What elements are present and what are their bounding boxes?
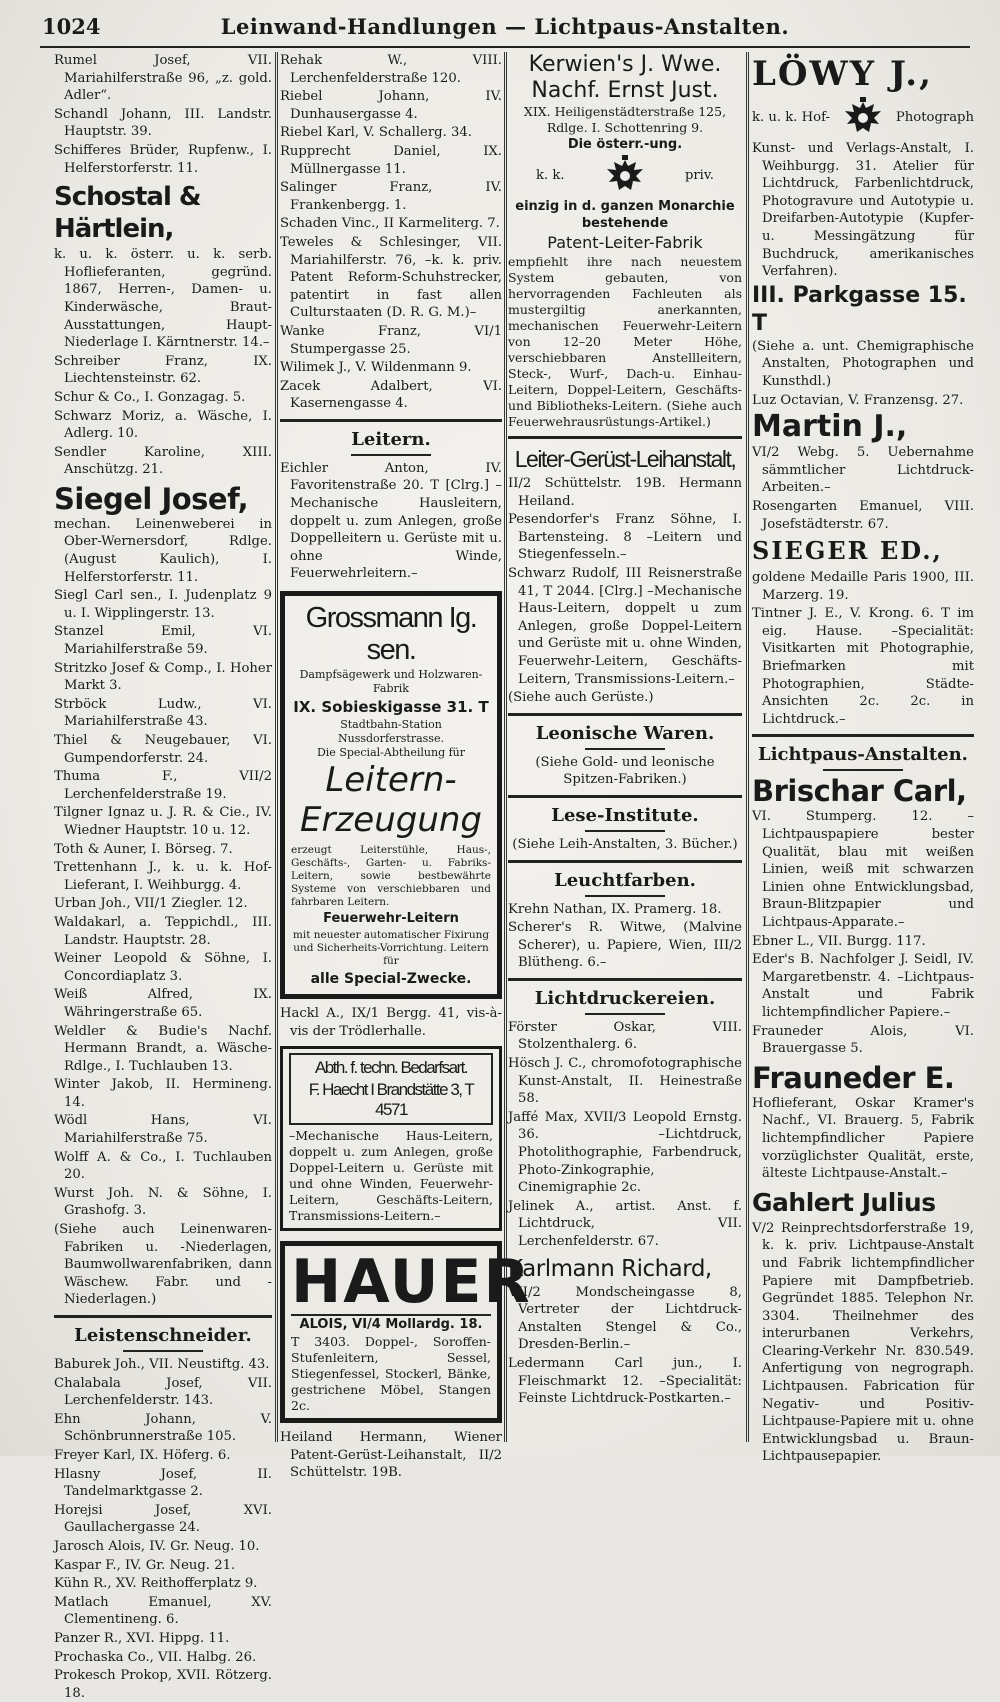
directory-entry: Baburek Joh., VII. Neustiftg. 43.	[54, 1357, 270, 1372]
ad-address: XIX. Heiligenstädterstraße 125, Rdlge. I. Schottenring 9.	[523, 104, 727, 135]
section-title: Leonische Waren.	[508, 722, 742, 750]
directory-entry: Wurst Joh. N. & Söhne, I. Grashofg. 3.	[54, 1185, 272, 1219]
directory-entry: Rumel Josef, VII. Mariahilferstraße 96, „z. gold. Adler“.	[54, 53, 272, 104]
directory-entry: Ledermann Carl jun., I. Fleischmarkt 12. –Specialität: Feinste Lichtdruck-Postkarten.–	[508, 1355, 742, 1407]
directory-entry: Hlasny Josef, II. Tandelmarktgasse 2.	[54, 1466, 272, 1500]
directory-entry: VI. Stumperg. 12. –Lichtpauspapiere bester Qualität, blau mit weißen Linien, weiß mit schwarzen Linien ohne Entwicklungsbad, Braun-Blitzpapier und Lichtpaus-Apparate.–	[752, 809, 974, 930]
haecht-advertisement	[280, 1046, 502, 1231]
address-heading: III. Parkgasse 15. T	[752, 282, 967, 336]
listing-heading: Gahlert Julius	[752, 1187, 936, 1217]
entry-list	[508, 1284, 742, 1408]
directory-entry: Jaffé Max, XVII/3 Leopold Ernstg. 36. –Lichtdruck, Photolithographie, Farbendruck, Photo-Zinkographie, Cinemigraphie 2c.	[508, 1109, 742, 1196]
ad-feuerwehr: Feuerwehr-Leitern	[323, 911, 459, 927]
directory-entry: VII/2 Mondscheingasse 8, Vertreter der Lichtdruck-Anstalten Stengel & Co., Dresden-Berlin.–	[508, 1284, 742, 1353]
directory-entry: Schwarz Rudolf, III Reisnerstraße 41, T 2044. [Clrg.] –Mechanische Haus-Leitern, doppelt u zum Anlegen, große Doppel-Leitern und Gerüste mit u. ohne Winden, Feuerwehr-Leitern, Geschäfts-Leitern, Transmissions-Leitern.–	[508, 565, 742, 687]
directory-entry: Schreiber Franz, IX. Liechtensteinstr. 62.	[54, 353, 272, 387]
kerwien-advertisement	[508, 52, 742, 430]
directory-entry: VI/2 Webg. 5. Uebernahme sämmtlicher Lichtdruck-Arbeiten.–	[752, 445, 974, 496]
ad-description: T 3403. Doppel-, Soroffen-Stufenleitern, Sessel, Stiegenfessel, Stockerl, Bänke, gestrichene Möbel, Stangen 2c.	[291, 1334, 491, 1414]
ad-priv: priv.	[684, 168, 714, 184]
directory-entry: Riebel Johann, IV. Dunhausergasse 4.	[280, 89, 502, 122]
ad-leitern: Leitern-	[325, 760, 457, 801]
section-title: Lichtdruckereien.	[508, 987, 742, 1015]
directory-entry: Hoflieferant, Oskar Kramer's Nachf., VI. Brauerg. 5, Fabrik lichtempfindlicher Papiere vorzüglichster Qualität, erste, älteste Lichtpause-Anstalt.–	[752, 1095, 974, 1182]
ad-tag: Die österr.-ung.	[567, 137, 683, 152]
entry-list	[752, 338, 974, 409]
directory-entry: Thiel & Neugebauer, VI. Gumpendorferstr. 24.	[54, 733, 272, 766]
page-number: 1024	[42, 14, 101, 39]
ad-address: IX. Sobieskigasse 31. T	[293, 698, 489, 717]
directory-entry: k. u. k. österr. u. k. serb. Hoflieferanten, gegründ. 1867, Herren-, Damen- u. Kinderwäsche, Braut-Ausstattungen, Haupt-Niederlage I. Kärntnerstr. 14.–	[54, 247, 272, 351]
directory-entry: Thuma F., VII/2 Lerchenfelderstraße 19.	[54, 769, 272, 802]
directory-entry: Tintner J. E., V. Krong. 6. T im eig. Hause. –Specialität: Visitkarten mit Photographie, Briefmarken mit Photographien, Städte-Ansichten 2c. 2c. in Lichtdruck.–	[752, 606, 974, 727]
running-title: Leinwand-Handlungen — Lichtpaus-Anstalten.	[220, 14, 790, 39]
directory-entry: Ebner L., VII. Burgg. 117.	[752, 933, 926, 949]
entry-list	[752, 808, 974, 1057]
listing-heading: LÖWY J.,	[752, 54, 933, 94]
listing-heading: Frauneder E.	[752, 1060, 955, 1095]
section-title: Leuchtfarben.	[508, 869, 742, 897]
entry-list	[752, 444, 974, 533]
directory-entry: Kühn R., XV. Reithofferplatz 9.	[54, 1576, 258, 1592]
hauer-advertisement	[280, 1241, 532, 1423]
column-divider	[746, 52, 749, 1442]
separator	[280, 419, 502, 422]
directory-entry: Waldakarl, a. Teppichdl., III. Landstr. Hauptstr. 28.	[54, 914, 272, 948]
directory-entry: Kaspar F., IV. Gr. Neug. 21.	[54, 1557, 236, 1573]
directory-entry: Schur & Co., I. Gonzagag. 5.	[54, 389, 246, 405]
directory-entry: Weiner Leopold & Söhne, I. Concordiaplatz 3.	[54, 951, 272, 984]
entry-list	[54, 516, 272, 1309]
directory-entry: Strböck Ludw., VI. Mariahilferstraße 43.	[54, 696, 272, 730]
directory-entry: Scherer's R. Witwe, (Malvine Scherer), u. Papiere, Wien, III/2 Blütheng. 6.–	[508, 920, 742, 971]
photograph-label: Photograph	[895, 110, 974, 126]
ad-station: Stadtbahn-Station Nussdorferstrasse.	[338, 718, 444, 746]
directory-entry: Eder's B. Nachfolger J. Seidl, IV. Margaretbenstr. 4. –Lichtpaus-Anstalt und Fabrik lichtempfindlicher Papiere.–	[752, 952, 974, 1020]
entry-list	[508, 475, 742, 707]
directory-entry: mechan. Leinenweberei in Ober-Wernersdorf, Rdlge. (August Kaulich), I. Helferstorferstr. 11.	[54, 516, 272, 585]
hof-label: k. u. k. Hof-	[752, 110, 830, 126]
directory-entry: II/2 Schüttelstr. 19B. Hermann Heiland.	[508, 476, 742, 509]
double-eagle-icon	[603, 154, 647, 198]
listing-heading: Siegel Josef,	[54, 481, 249, 516]
ad-subtitle: Dampfsägewerk und Holzwaren-Fabrik	[299, 668, 483, 696]
directory-entry: Freyer Karl, IX. Höferg. 6.	[54, 1447, 231, 1463]
grossmann-advertisement	[280, 591, 502, 999]
section-note: (Siehe Gold- und leonische Spitzen-Fabriken.)	[535, 754, 715, 788]
directory-entry: Wanke Franz, VI/1 Stumpergasse 25.	[280, 323, 502, 357]
directory-entry: Stanzel Emil, VI. Mariahilferstraße 59.	[54, 624, 272, 658]
directory-entry: Tilgner Ignaz u. J. R. & Cie., IV. Wiedner Hauptstr. 10 u. 12.	[54, 805, 272, 838]
directory-entry: Eichler Anton, IV. Favoritenstraße 20. T [Clrg.] –Mechanische Hausleitern, doppelt u. zum Anlegen, große Doppelleitern u. Gerüste mit u. ohne Winde, Feuerwehrleitern.–	[280, 460, 502, 582]
directory-entry: Krehn Nathan, IX. Pramerg. 18.	[508, 901, 722, 917]
directory-entry: Kunst- und Verlags-Anstalt, I. Weihburgg. 31. Atelier für Lichtdruck, Farbenlichtdruck, Photogravure und Autotypie u. Dreifarben-Autotypie (Kupfer- u. Messingätzung für Buchdruck, amerikanisches Verfahren).	[752, 141, 974, 280]
directory-entry: Prokesch Prokop, XVII. Rötzerg. 18.	[54, 1668, 272, 1701]
column-1	[54, 52, 272, 1701]
directory-entry: Schwarz Moriz, a. Wäsche, I. Adlerg. 10.	[54, 408, 272, 442]
directory-entry: Förster Oskar, VIII. Stolzenthalerg. 6.	[508, 1019, 742, 1053]
directory-entry: Urban Joh., VII/1 Ziegler. 12.	[54, 896, 248, 912]
directory-entry: Heiland Hermann, Wiener Patent-Gerüst-Leihanstalt, II/2 Schüttelstr. 19B.	[280, 1430, 502, 1481]
directory-entry: Frauneder Alois, VI. Brauergasse 5.	[752, 1023, 974, 1057]
directory-entry: (Siehe auch Gerüste.)	[508, 690, 654, 706]
section-title: Lese-Institute.	[508, 804, 742, 832]
ad-line: ALOIS, VI/4 Mollardg. 18.	[299, 1317, 483, 1333]
separator	[508, 860, 742, 863]
directory-entry: Chalabala Josef, VII. Lerchenfelderstr. 143.	[54, 1375, 272, 1409]
entry-list	[280, 1429, 502, 1482]
ad-name: HAUER	[291, 1247, 532, 1318]
separator	[508, 978, 742, 981]
ad-special: alle Special-Zwecke.	[310, 971, 472, 988]
listing-heading: Brischar Carl,	[752, 774, 967, 809]
directory-entry: Hösch J. C., chromofotographische Kunst-Anstalt, II. Heinestraße 58.	[508, 1056, 742, 1107]
entry-list	[54, 246, 272, 479]
directory-entry: goldene Medaille Paris 1900, III. Marzerg. 19.	[752, 570, 974, 603]
directory-entry: Schaden Vinc., II Karmeliterg. 7.	[280, 216, 500, 232]
directory-entry: V/2 Reinprechtsdorferstraße 19, k. k. priv. Lichtpause-Anstalt und Fabrik lichtempfindlicher Papiere mit Dampfbetrieb. Gegründet 1885. Telephon Nr. 3304. Theilnehmer des interurbanen Verkehrs, Clearing-Verkehr Nr. 830.549. Anfertigung von negrograph. Lichtpausen. Fabrication für Negativ- und Positiv-Lichtpause-Papiere mit u. ohne Entwicklungsbad u. Braun-Lichtpausepapier.	[752, 1220, 974, 1465]
separator	[508, 713, 742, 716]
entry-list	[752, 1220, 974, 1466]
entry-list	[54, 52, 272, 177]
hof-row	[752, 96, 974, 140]
directory-entry: Jarosch Alois, IV. Gr. Neug. 10.	[54, 1538, 260, 1554]
entry-list	[280, 1005, 502, 1040]
section-title: Leitern.	[280, 428, 502, 456]
directory-entry: Hackl A., IX/1 Bergg. 41, vis-à-vis der Trödlerhalle.	[280, 1006, 502, 1039]
ad-name: Grossmann Ig. sen.	[305, 602, 477, 667]
separator	[508, 436, 742, 439]
directory-entry: Wolff A. & Co., I. Tuchlauben 20.	[54, 1149, 272, 1183]
directory-entry: Winter Jakob, II. Hermineng. 14.	[54, 1077, 272, 1110]
separator	[508, 795, 742, 798]
section-title: Leistenschneider.	[54, 1324, 272, 1352]
double-eagle-icon	[841, 96, 885, 140]
entry-list	[752, 140, 974, 281]
directory-entry: Ehn Johann, V. Schönbrunnerstraße 105.	[54, 1411, 272, 1445]
listing-heading: SIEGER ED.,	[752, 536, 943, 566]
column-4	[752, 52, 974, 1465]
listing-heading: Martin J.,	[752, 409, 908, 445]
ad-fabrik: Patent-Leiter-Fabrik	[547, 233, 703, 252]
column-2	[280, 52, 532, 1481]
directory-entry: Schifferes Brüder, Rupfenw., I. Helferstorferstr. 11.	[54, 142, 272, 176]
directory-entry: Jelinek A., artist. Anst. f. Lichtdruck, VII. Lerchenfelderstr. 67.	[508, 1198, 742, 1249]
entry-list	[752, 1095, 974, 1183]
directory-entry: Salinger Franz, IV. Frankenbergg. 1.	[280, 180, 502, 213]
leiter-geruest-heading: Leiter-Gerüst-Leihanstalt,	[514, 446, 736, 472]
ad-line2: F. Haecht I Brandstätte 3, T 4571	[308, 1080, 474, 1120]
page-header	[40, 10, 970, 48]
directory-entry: Sendler Karoline, XIII. Anschützg. 21.	[54, 444, 272, 478]
directory-entry: Rupprecht Daniel, IX. Müllnergasse 11.	[280, 143, 502, 177]
directory-entry: Rosengarten Emanuel, VIII. Josefstädterstr. 67.	[752, 498, 974, 532]
ad-only: einzig in d. ganzen Monarchie bestehende	[515, 199, 735, 231]
directory-entry: Schandl Johann, III. Landstr. Hauptstr. 39.	[54, 106, 272, 140]
column-divider	[504, 52, 507, 1442]
separator	[54, 1315, 272, 1318]
ad-line2: Nachf. Ernst Just.	[531, 78, 719, 103]
ad-emblem-row	[508, 154, 742, 198]
directory-entry: Luz Octavian, V. Franzensg. 27.	[752, 392, 964, 408]
directory-entry: Wilimek J., V. Wildenmann 9.	[280, 360, 472, 376]
directory-entry: Weldler & Budie's Nachf. Hermann Brandt, a. Wäsche-Rdlge., I. Tuchlauben 13.	[54, 1023, 272, 1074]
directory-entry: Horejsi Josef, XVI. Gaullachergasse 24.	[54, 1502, 272, 1536]
directory-entry: Zacek Adalbert, VI. Kasernengasse 4.	[280, 378, 502, 412]
entry-list	[54, 1356, 272, 1702]
column-3	[508, 52, 742, 1442]
ad-description: –Mechanische Haus-Leitern, doppelt u. zum Anlegen, große Doppel-Leitern u. Gerüste mit und ohne Winden, Feuerwehr-Leitern, Geschäfts-Leitern, Transmissions-Leitern.–	[289, 1128, 493, 1224]
directory-entry: (Siehe auch Leinenwaren-Fabriken u. -Niederlagen, Baumwollwarenfabriken, dann Wäschew. Fabr. und -Niederlagen.)	[54, 1222, 272, 1308]
entry-list	[280, 52, 502, 413]
directory-entry: (Siehe a. unt. Chemigraphische Anstalten, Photographen und Kunsthdl.)	[752, 338, 974, 389]
directory-entry: Siegl Carl sen., I. Judenplatz 9 u. I. Wipplingerstr. 13.	[54, 588, 272, 621]
directory-entry: Riebel Karl, V. Schallerg. 34.	[280, 125, 472, 141]
directory-entry: Trettenhann J., k. u. k. Hof-Lieferant, I. Weihburgg. 4.	[54, 860, 272, 893]
separator	[752, 734, 974, 737]
directory-entry: Pesendorfer's Franz Söhne, I. Bartensteing. 8 –Leitern und Stiegenfesseln.–	[508, 512, 742, 563]
ad-description: empfiehlt ihre nach neuestem System gebauten, von hervorragenden Fachleuten als mustergiltig anerkannten, mechanischen Feuerwehr-Leitern von 12–20 Meter Höhe, verschiebbaren Anstellleitern, Steck-, Wurf-, Dach-u. Einhau-Leitern, Doppel-Leitern, Geschäfts- und Bibliotheks-Leitern. (Siehe auch Feuerwehrausrüstungs-Artikel.)	[508, 254, 742, 429]
listing-heading: Karlmann Richard,	[508, 1255, 712, 1282]
directory-entry: Prochaska Co., VII. Halbg. 26.	[54, 1649, 257, 1665]
directory-entry: Weiß Alfred, IX. Währingerstraße 65.	[54, 987, 272, 1020]
ad-description: erzeugt Leiterstühle, Haus-, Geschäfts-, Garten- u. Fabriks-Leitern, sowie bestbewährte Systeme von verschiebbaren und fahrbaren Leitern.	[291, 844, 491, 909]
ad-erzeugung: Erzeugung	[299, 800, 483, 841]
directory-entry: Matlach Emanuel, XV. Clementineng. 6.	[54, 1594, 272, 1628]
column-divider	[275, 52, 278, 1442]
entry-list	[508, 901, 742, 972]
directory-entry: Rehak W., VIII. Lerchenfelderstraße 120.	[280, 53, 502, 86]
entry-list	[508, 1019, 742, 1251]
ad-frame	[289, 1053, 493, 1125]
directory-entry: Wödl Hans, VI. Mariahilferstraße 75.	[54, 1113, 272, 1147]
ad-department: Die Special-Abtheilung für	[316, 746, 466, 760]
ad-kk: k. k.	[536, 168, 565, 184]
ad-line1: Abth. f. techn. Bedarfsart.	[314, 1058, 468, 1078]
entry-list	[280, 460, 502, 583]
ad-line1: Kerwien's J. Wwe.	[528, 52, 722, 77]
section-title: Lichtpaus-Anstalten.	[752, 743, 974, 771]
directory-entry: Teweles & Schlesinger, VII. Mariahilferstr. 76, –k. k. priv. Patent Reform-Schuhstrecker, patentirt in fast allen Culturstaaten (D. R. G. M.)–	[280, 234, 502, 321]
ad-feuerwehr-desc: mit neuester automatischer Fixirung und Sicherheits-Vorrichtung. Leitern für	[292, 929, 490, 968]
directory-entry: Stritzko Josef & Comp., I. Hoher Markt 3.	[54, 660, 272, 694]
section-note: (Siehe Leih-Anstalten, 3. Bücher.)	[512, 836, 738, 852]
directory-entry: Toth & Auner, I. Börseg. 7.	[54, 841, 233, 857]
listing-heading: Schostal & Härtlein,	[54, 182, 201, 245]
directory-entry: Panzer R., XVI. Hippg. 11.	[54, 1630, 230, 1646]
entry-list	[752, 569, 974, 728]
